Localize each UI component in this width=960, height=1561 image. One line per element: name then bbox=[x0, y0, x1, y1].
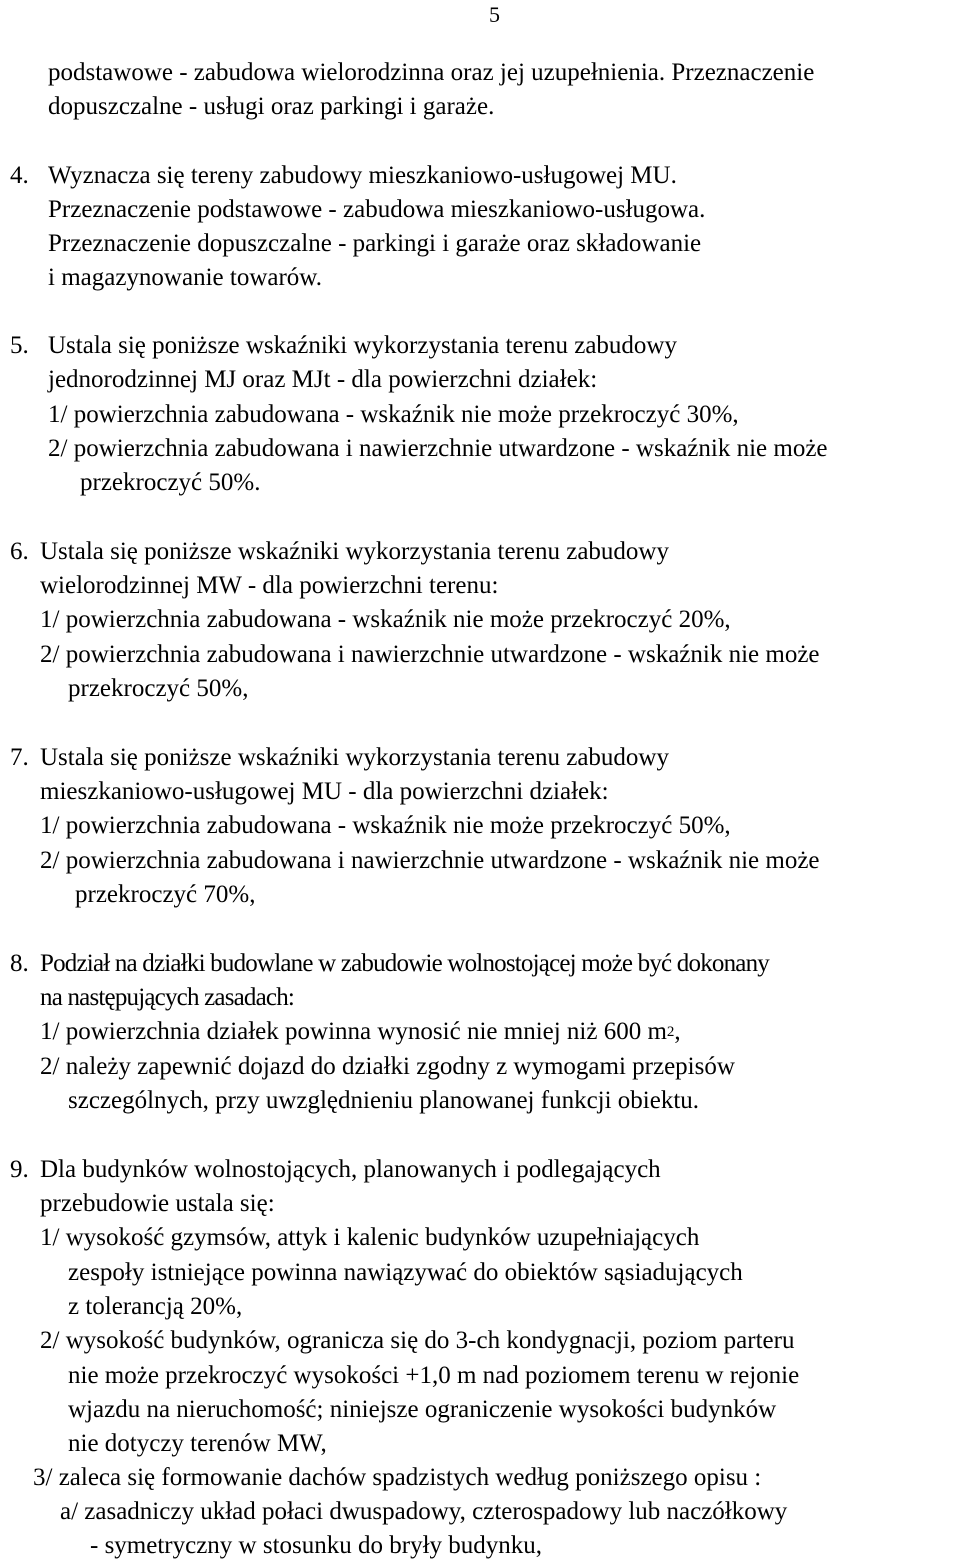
text-line: Podział na działki budowlane w zabudowie wolnostojącej może być dokonany bbox=[40, 950, 769, 977]
text-line: Dla budynków wolnostojących, planowanych i podlegających bbox=[40, 1156, 661, 1183]
text-line: 2/ powierzchnia zabudowana i nawierzchnie utwardzone - wskaźnik nie może bbox=[40, 641, 820, 668]
text-line: Przeznaczenie dopuszczalne - parkingi i garaże oraz składowanie bbox=[48, 230, 702, 257]
text-line: Ustala się poniższe wskaźniki wykorzystania terenu zabudowy bbox=[40, 744, 669, 771]
text-line: 1/ wysokość gzymsów, attyk i kalenic budynków uzupełniających bbox=[40, 1224, 700, 1251]
text-line: a/ zasadniczy układ połaci dwuspadowy, czterospadowy lub naczółkowy bbox=[60, 1498, 788, 1525]
text-line: przekroczyć 70%, bbox=[75, 881, 256, 908]
text-line: dopuszczalne - usługi oraz parkingi i garaże. bbox=[48, 93, 495, 120]
item-number: 5. bbox=[10, 332, 29, 359]
item-number: 8. bbox=[10, 950, 29, 977]
text-line: z tolerancją 20%, bbox=[68, 1293, 243, 1320]
line-text: , bbox=[674, 1018, 681, 1045]
item-number: 4. bbox=[10, 162, 29, 189]
text-line: 2/ powierzchnia zabudowana i nawierzchnie utwardzone - wskaźnik nie może bbox=[48, 435, 828, 462]
text-line: 1/ powierzchnia zabudowana - wskaźnik nie może przekroczyć 20%, bbox=[40, 606, 731, 633]
text-line: 3/ zaleca się formowanie dachów spadzistych według poniższego opisu : bbox=[33, 1464, 762, 1491]
text-line: wjazdu na nieruchomość; niniejsze ograniczenie wysokości budynków bbox=[68, 1396, 777, 1423]
text-line: 2/ powierzchnia zabudowana i nawierzchnie utwardzone - wskaźnik nie może bbox=[40, 847, 820, 874]
superscript: 2 bbox=[666, 1024, 675, 1040]
text-line: Ustala się poniższe wskaźniki wykorzystania terenu zabudowy bbox=[48, 332, 677, 359]
text-line: nie dotyczy terenów MW, bbox=[68, 1430, 327, 1457]
text-line: mieszkaniowo-usługowej MU - dla powierzchni działek: bbox=[40, 778, 609, 805]
text-line: 2/ wysokość budynków, ogranicza się do 3-ch kondygnacji, poziom parteru bbox=[40, 1327, 795, 1354]
item-number: 7. bbox=[10, 744, 29, 771]
text-line: 2/ należy zapewnić dojazd do działki zgodny z wymogami przepisów bbox=[40, 1053, 735, 1080]
text-line: zespoły istniejące powinna nawiązywać do obiektów sąsiadujących bbox=[68, 1259, 743, 1286]
line-text: 1/ powierzchnia działek powinna wynosić nie mniej niż 600 m bbox=[40, 1018, 667, 1045]
text-line: nie może przekroczyć wysokości +1,0 m nad poziomem terenu w rejonie bbox=[68, 1362, 800, 1389]
text-line: podstawowe - zabudowa wielorodzinna oraz jej uzupełnienia. Przeznaczenie bbox=[48, 59, 815, 86]
text-line: na następujących zasadach: bbox=[40, 984, 295, 1011]
item-number: 9. bbox=[10, 1156, 29, 1183]
text-line: przekroczyć 50%, bbox=[68, 675, 249, 702]
text-line: Przeznaczenie podstawowe - zabudowa mieszkaniowo-usługowa. bbox=[48, 196, 706, 223]
text-line: Ustala się poniższe wskaźniki wykorzystania terenu zabudowy bbox=[40, 538, 669, 565]
item-number: 6. bbox=[10, 538, 29, 565]
text-line: jednorodzinnej MJ oraz MJt - dla powierzchni działek: bbox=[48, 366, 598, 393]
page-number: 5 bbox=[489, 2, 500, 27]
text-line: przekroczyć 50%. bbox=[80, 469, 261, 496]
text-line: i magazynowanie towarów. bbox=[48, 264, 322, 291]
text-line: 1/ powierzchnia zabudowana - wskaźnik nie może przekroczyć 30%, bbox=[48, 401, 739, 428]
text-line: 1/ powierzchnia zabudowana - wskaźnik nie może przekroczyć 50%, bbox=[40, 812, 731, 839]
text-line: - symetryczny w stosunku do bryły budynku, bbox=[90, 1532, 543, 1559]
text-line: szczególnych, przy uwzględnieniu planowanej funkcji obiektu. bbox=[68, 1087, 700, 1114]
text-line: Wyznacza się tereny zabudowy mieszkaniowo-usługowej MU. bbox=[48, 162, 677, 189]
text-line: wielorodzinnej MW - dla powierzchni terenu: bbox=[40, 572, 499, 599]
text-line: przebudowie ustala się: bbox=[40, 1190, 275, 1217]
text-line bbox=[40, 1017, 681, 1050]
